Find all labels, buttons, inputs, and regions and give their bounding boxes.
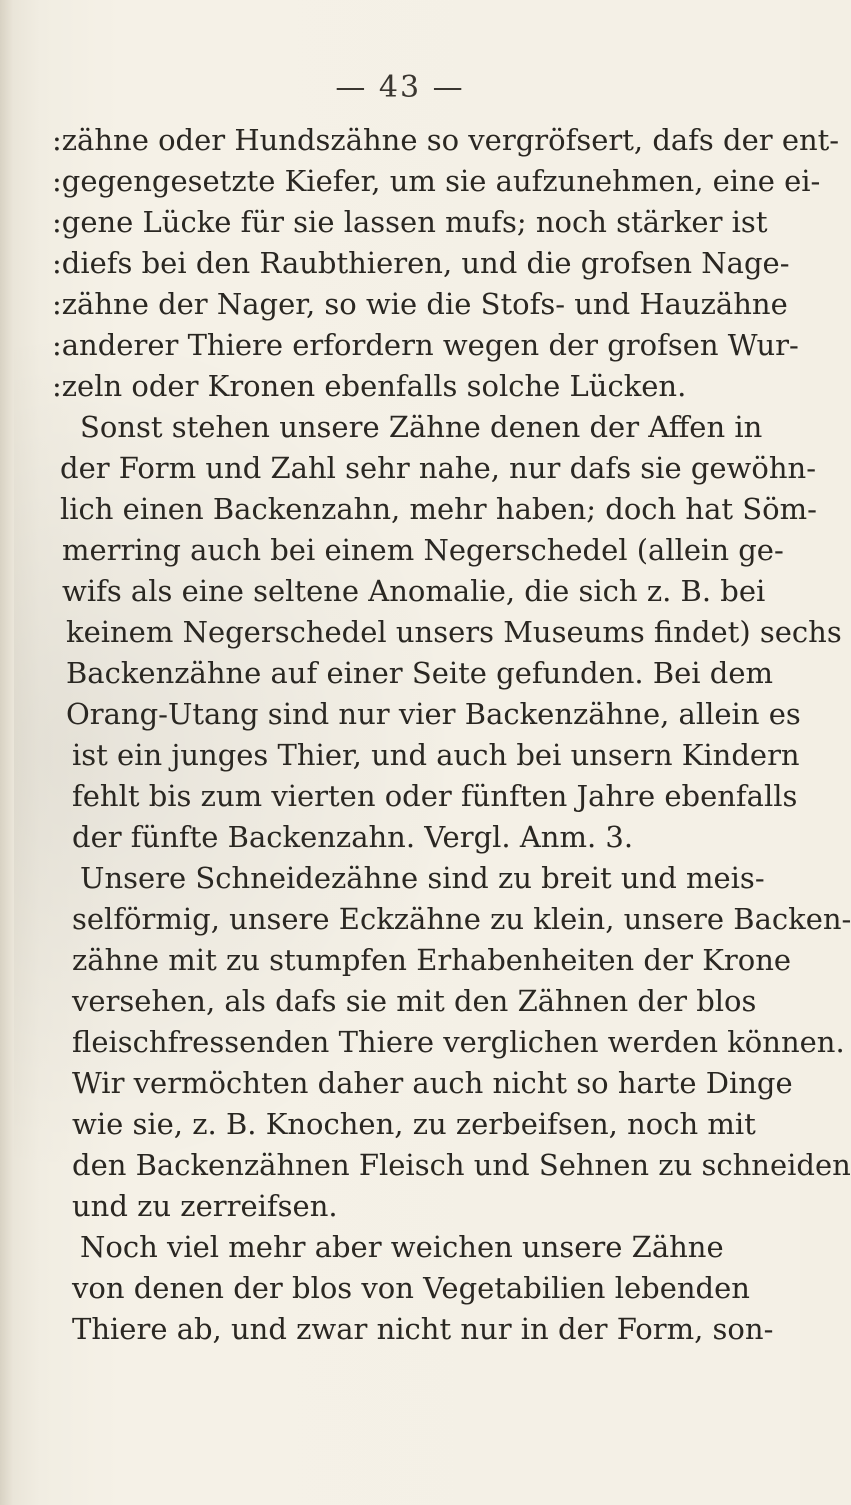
text-line: Thiere ab, und zwar nicht nur in der Form, son- (72, 1312, 774, 1346)
paragraph-start-line: Unsere Schneidezähne sind zu breit und meis- (80, 861, 765, 895)
text-line: fleischfressenden Thiere verglichen werden können. (72, 1025, 845, 1059)
text-line: keinem Negerschedel unsers Museums findet) sechs (66, 615, 842, 649)
text-line: lich einen Backenzahn, mehr haben; doch hat Söm- (60, 492, 817, 526)
text-line: selförmig, unsere Eckzähne zu klein, unsere Backen- (72, 902, 851, 936)
text-line: Wir vermöchten daher auch nicht so harte Dinge (72, 1066, 793, 1100)
text-line: :zähne oder Hundszähne so vergröfsert, dafs der ent- (52, 123, 840, 157)
text-line: :zeln oder Kronen ebenfalls solche Lücken. (52, 369, 687, 403)
text-line: :gene Lücke für sie lassen mufs; noch stärker ist (52, 205, 768, 239)
text-line: fehlt bis zum vierten oder fünften Jahre ebenfalls (72, 779, 798, 813)
binding-edge (0, 0, 14, 1505)
text-line: :anderer Thiere erfordern wegen der grofsen Wur- (52, 328, 799, 362)
text-line: :gegengesetzte Kiefer, um sie aufzunehmen, eine ei- (52, 164, 821, 198)
paragraph-start-line: Sonst stehen unsere Zähne denen der Affen in (80, 410, 763, 444)
text-line: wifs als eine seltene Anomalie, die sich z. B. bei (62, 574, 766, 608)
text-line: zähne mit zu stumpfen Erhabenheiten der Krone (72, 943, 792, 977)
paragraph-start-line: Noch viel mehr aber weichen unsere Zähne (80, 1230, 724, 1264)
page-number: — 43 — (335, 70, 465, 105)
text-line: ist ein junges Thier, und auch bei unsern Kindern (72, 738, 800, 772)
text-line: und zu zerreifsen. (72, 1189, 338, 1223)
text-line: der Form und Zahl sehr nahe, nur dafs sie gewöhn- (60, 451, 816, 485)
text-line: :diefs bei den Raubthieren, und die grofsen Nage- (52, 246, 790, 280)
text-line: von denen der blos von Vegetabilien lebenden (72, 1271, 750, 1305)
text-line: :zähne der Nager, so wie die Stofs- und Hauzähne (52, 287, 788, 321)
text-line: den Backenzähnen Fleisch und Sehnen zu schneiden (72, 1148, 851, 1182)
text-line: wie sie, z. B. Knochen, zu zerbeifsen, noch mit (72, 1107, 756, 1141)
text-line: Backenzähne auf einer Seite gefunden. Bei dem (66, 656, 774, 690)
text-line: der fünfte Backenzahn. Vergl. Anm. 3. (72, 820, 634, 854)
text-line: versehen, als dafs sie mit den Zähnen der blos (72, 984, 757, 1018)
text-line: merring auch bei einem Negerschedel (allein ge- (62, 533, 784, 567)
body-text (52, 120, 851, 1350)
text-line: Orang-Utang sind nur vier Backenzähne, allein es (66, 697, 801, 731)
